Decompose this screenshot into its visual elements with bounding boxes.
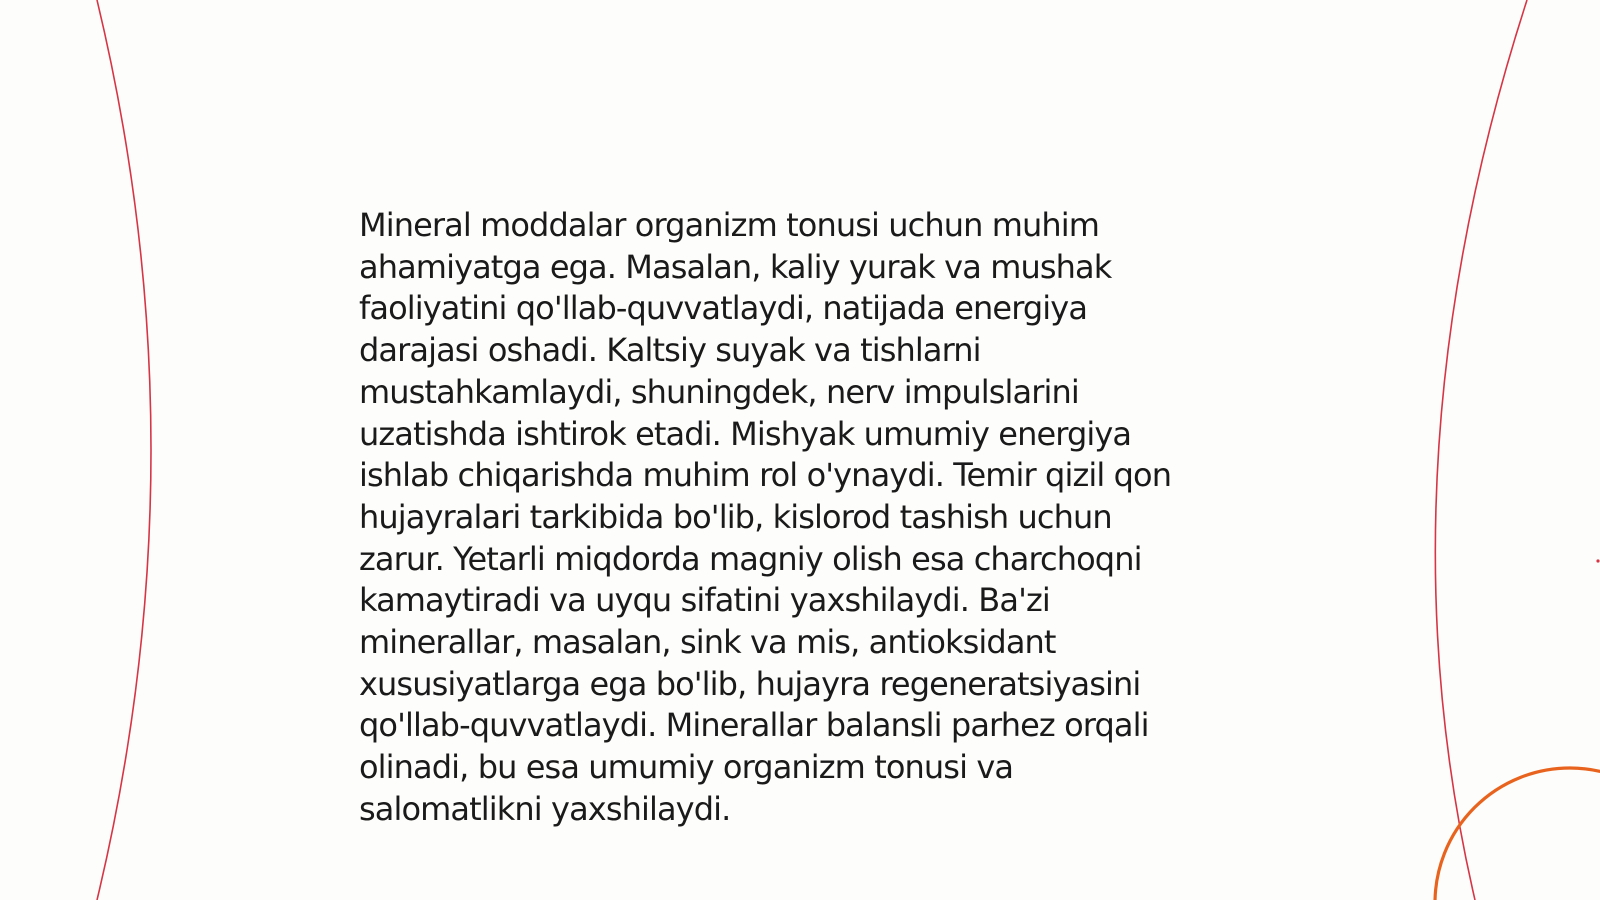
right-arc-line xyxy=(1435,0,1527,900)
slide-body-text: Mineral moddalar organizm tonusi uchun muhim ahamiyatga ega. Masalan, kaliy yurak va mushak faoliyatini qo'llab-quvvatlaydi, natijada energiya darajasi oshadi. Kaltsiy suyak va tishlarni mustahkamlaydi, shuningdek, nerv impulslarini uzatishda ishtirok etadi. Mishyak umumiy energiya ishlab chiqarishda muhim rol o'ynaydi. Temir qizil qon hujayralari tarkibida bo'lib, kislorod tashish uchun zarur. Yetarli miqdorda magniy olish esa charchoqni kamaytiradi va uyqu sifatini yaxshilaydi. Ba'zi minerallar, masalan, sink va mis, antioksidant xususiyatlarga ega bo'lib, hujayra regeneratsiyasini qo'llab-quvvatlaydi. Minerallar balansli parhez orqali olinadi, bu esa umumiy organizm tonusi va salomatlikni yaxshilaydi. xyxy=(359,206,1172,828)
orange-circle-outline xyxy=(1435,768,1600,900)
left-arc-line xyxy=(97,0,151,900)
small-dot-marker xyxy=(1596,559,1599,562)
